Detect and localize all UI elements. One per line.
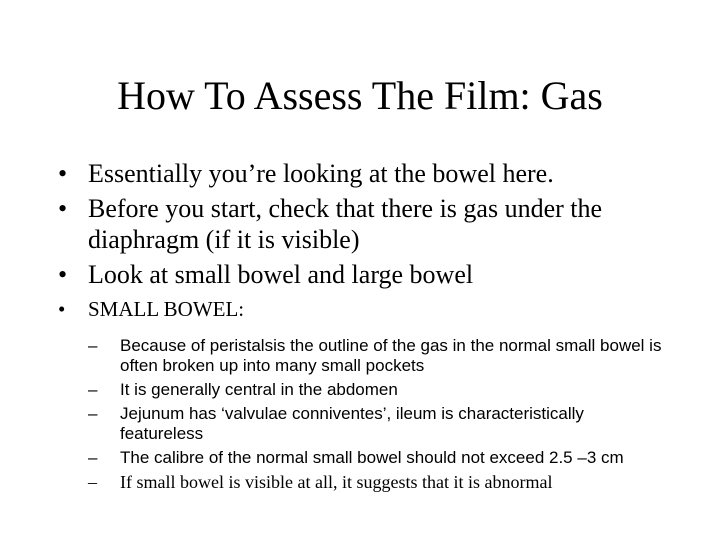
bullet-item xyxy=(58,259,668,290)
bullet-glyph: • xyxy=(58,159,68,188)
dash-glyph: – xyxy=(88,404,98,423)
sub-bullet-item xyxy=(88,336,668,376)
slide-title: How To Assess The Film: Gas xyxy=(117,73,603,118)
bullet-glyph: • xyxy=(58,297,66,321)
sub-bullet-item xyxy=(88,404,668,444)
bullet-item xyxy=(58,158,668,189)
dash-glyph: – xyxy=(88,448,98,467)
dash-glyph: – xyxy=(88,336,98,355)
sub-bullet-item xyxy=(88,472,668,492)
bullet-text: Look at small bowel and large bowel xyxy=(88,260,474,289)
bullet-list xyxy=(58,158,668,322)
sub-bullet-text: Because of peristalsis the outline of the gas in the normal small bowel is often broken up into many small pockets xyxy=(120,336,662,375)
sub-bullet-text: The calibre of the normal small bowel should not exceed 2.5 –3 cm xyxy=(120,448,624,467)
bullet-item xyxy=(58,193,668,255)
bullet-text: Before you start, check that there is gas under the diaphragm (if it is visible) xyxy=(88,194,603,254)
sub-bullet-text: Jejunum has ‘valvulae conniventes’, ileum is characteristically featureless xyxy=(120,404,584,443)
sub-bullet-text: If small bowel is visible at all, it suggests that it is abnormal xyxy=(120,472,553,492)
dash-glyph: – xyxy=(88,380,98,399)
sub-bullet-item xyxy=(88,448,668,468)
bullet-text: SMALL BOWEL: xyxy=(88,297,245,321)
slide-content xyxy=(58,158,668,496)
sub-bullet-item xyxy=(88,380,668,400)
bullet-item-small-bowel xyxy=(58,296,668,322)
bullet-text: Essentially you’re looking at the bowel here. xyxy=(88,159,554,188)
dash-glyph: – xyxy=(88,472,97,492)
bullet-glyph: • xyxy=(58,194,68,223)
sub-bullet-text: It is generally central in the abdomen xyxy=(120,380,398,399)
bullet-glyph: • xyxy=(58,260,68,289)
sub-bullet-list xyxy=(88,336,668,492)
